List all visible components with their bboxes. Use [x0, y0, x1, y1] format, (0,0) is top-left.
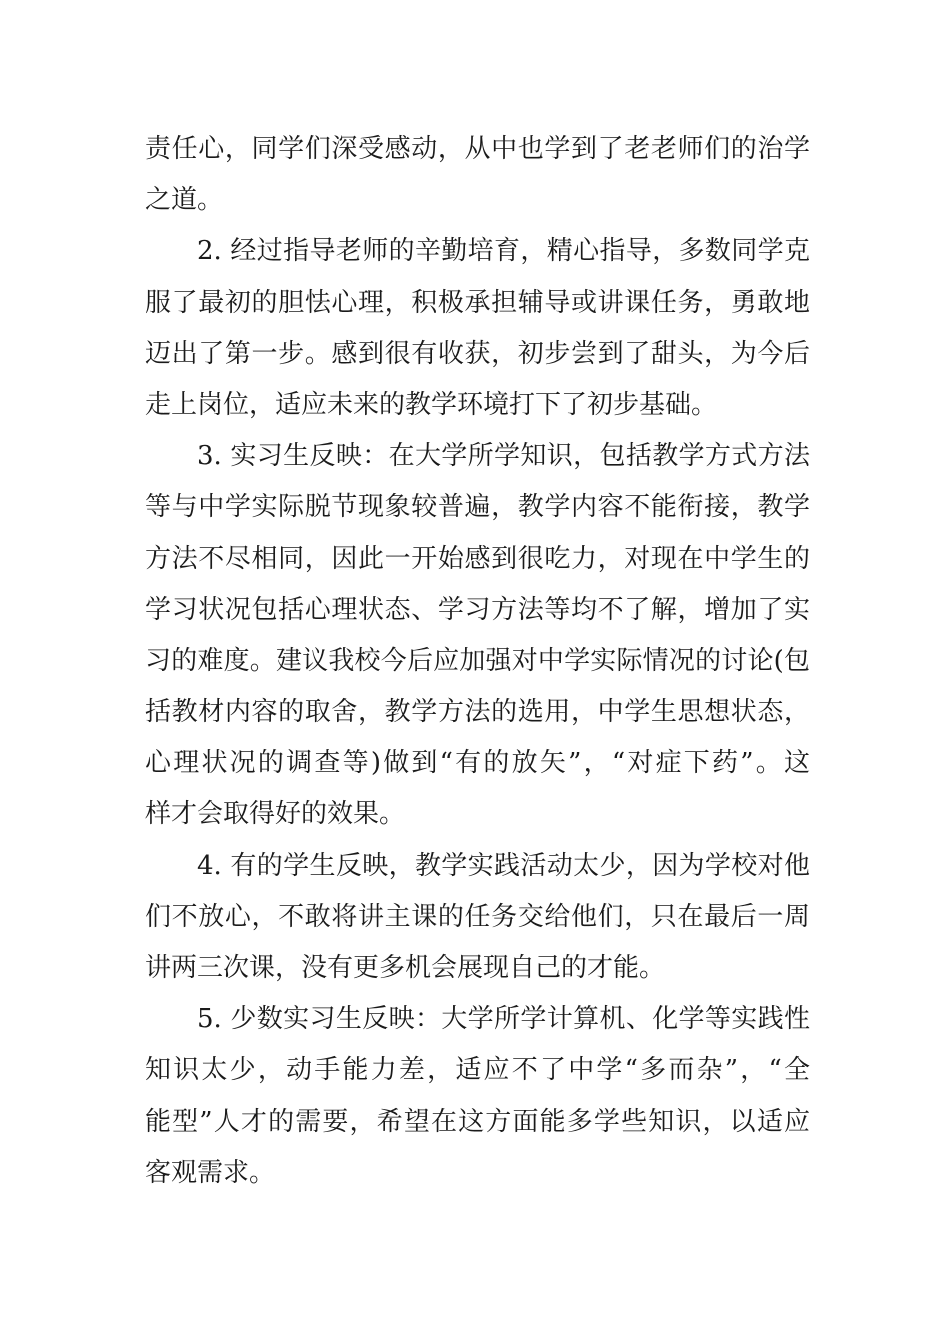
paragraph-point-3 [145, 431, 810, 841]
text-line: 括教材内容的取舍，教学方法的选用，中学生思想状态， [145, 697, 810, 728]
paragraph-point-4 [145, 841, 810, 995]
text-line: 5. 少数实习生反映：大学所学计算机、化学等实践性 [197, 1004, 810, 1035]
text-line: 走上岗位，适应未来的教学环境打下了初步基础。 [145, 389, 718, 420]
text-line: 样才会取得好的效果。 [145, 799, 406, 830]
text-line: 4. 有的学生反映，教学实践活动太少，因为学校对他 [197, 850, 810, 881]
text-line: 心理状况的调查等)做到“有的放矢”，“对症下药”。这 [145, 748, 810, 779]
text-line: 等与中学实际脱节现象较普遍，教学内容不能衔接，教学 [145, 492, 810, 523]
text-line: 之道。 [145, 185, 224, 216]
paragraph-point-2 [145, 226, 810, 431]
text-line: 讲两三次课，没有更多机会展现自己的才能。 [145, 953, 666, 983]
text-line: 知识太少，动手能力差，适应不了中学“多而杂”，“全 [145, 1055, 810, 1086]
text-line: 责任心，同学们深受感动，从中也学到了老老师们的治学 [145, 134, 810, 164]
text-line: 方法不尽相同，因此一开始感到很吃力，对现在中学生的 [145, 543, 810, 574]
text-line: 3. 实习生反映：在大学所学知识，包括教学方式方法 [197, 441, 810, 472]
text-line: 迈出了第一步。感到很有收获，初步尝到了甜头，为今后 [145, 338, 810, 369]
text-line: 客观需求。 [145, 1157, 276, 1188]
paragraph-point-5 [145, 994, 810, 1199]
text-line: 服了最初的胆怯心理，积极承担辅导或讲课任务，勇敢地 [145, 287, 810, 318]
text-line: 能型”人才的需要，希望在这方面能多学些知识，以适应 [145, 1106, 810, 1137]
text-line: 2. 经过指导老师的辛勤培育，精心指导，多数同学克 [197, 236, 810, 267]
paragraph-intro [145, 124, 810, 226]
text-line: 习的难度。建议我校今后应加强对中学实际情况的讨论(包 [145, 645, 810, 676]
text-line: 学习状况包括心理状态、学习方法等均不了解，增加了实 [145, 594, 810, 625]
text-line: 们不放心，不敢将讲主课的任务交给他们，只在最后一周 [145, 901, 810, 932]
document-body [145, 124, 810, 1199]
